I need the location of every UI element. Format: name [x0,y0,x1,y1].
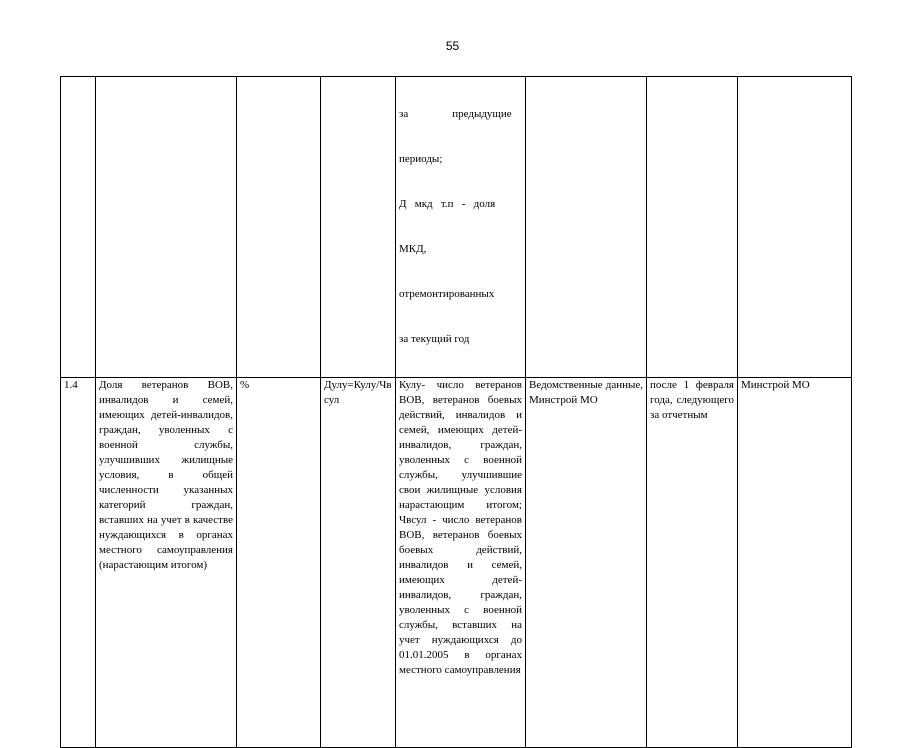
method-line: за текущий год [399,333,470,345]
cell-indicator: Доля ветеранов ВОВ, инвалидов и семей, имеющих детей-инвалидов, граждан, уволенных с военной службы, улучшивших жилищные условия, в общей численности указанных категорий граждан, вставших на учет в качестве нуждающихся в органах местного самоуправления (нарастающим итогом) [96,378,237,748]
indicators-table [60,76,852,748]
cell-formula: Дулу=Кулу/Чвсул [321,378,396,748]
cell-number: 1.4 [61,378,96,748]
cell-indicator [96,77,237,378]
cell-deadline: после 1 февраля года, следующего за отчетным [647,378,738,748]
method-line: Д мкд т.п - доля [399,198,496,210]
cell-number [61,77,96,378]
cell-responsible: Минстрой МО [738,378,852,748]
cell-responsible [738,77,852,378]
cell-formula [321,77,396,378]
cell-method [396,77,526,378]
method-line: отремонтированных [399,288,495,300]
cell-unit [237,77,321,378]
table-row-1-4 [61,378,852,748]
cell-source: Ведомственные данные, Минстрой МО [526,378,647,748]
cell-unit: % [237,378,321,748]
cell-method: Кулу- число ветеранов ВОВ, ветеранов боевых действий, инвалидов и семей, имеющих детей-инвалидов, граждан, уволенных с военной службы, улучшившие свои жилищные условия нарастающим итогом; Чвсул - число ветеранов ВОВ, ветеранов боевых боевых действий, инвалидов и семей, имеющих детей-инвалидов, граждан, уволенных с военной службы, вставших на учет нуждающихся до 01.01.2005 в органах местного самоуправления [396,378,526,748]
method-line: за предыдущие [399,108,512,120]
table-row-continued [61,77,852,378]
method-line: МКД, [399,243,427,255]
page-number: 55 [445,39,460,53]
method-line: периоды; [399,153,443,165]
cell-deadline [647,77,738,378]
cell-source [526,77,647,378]
